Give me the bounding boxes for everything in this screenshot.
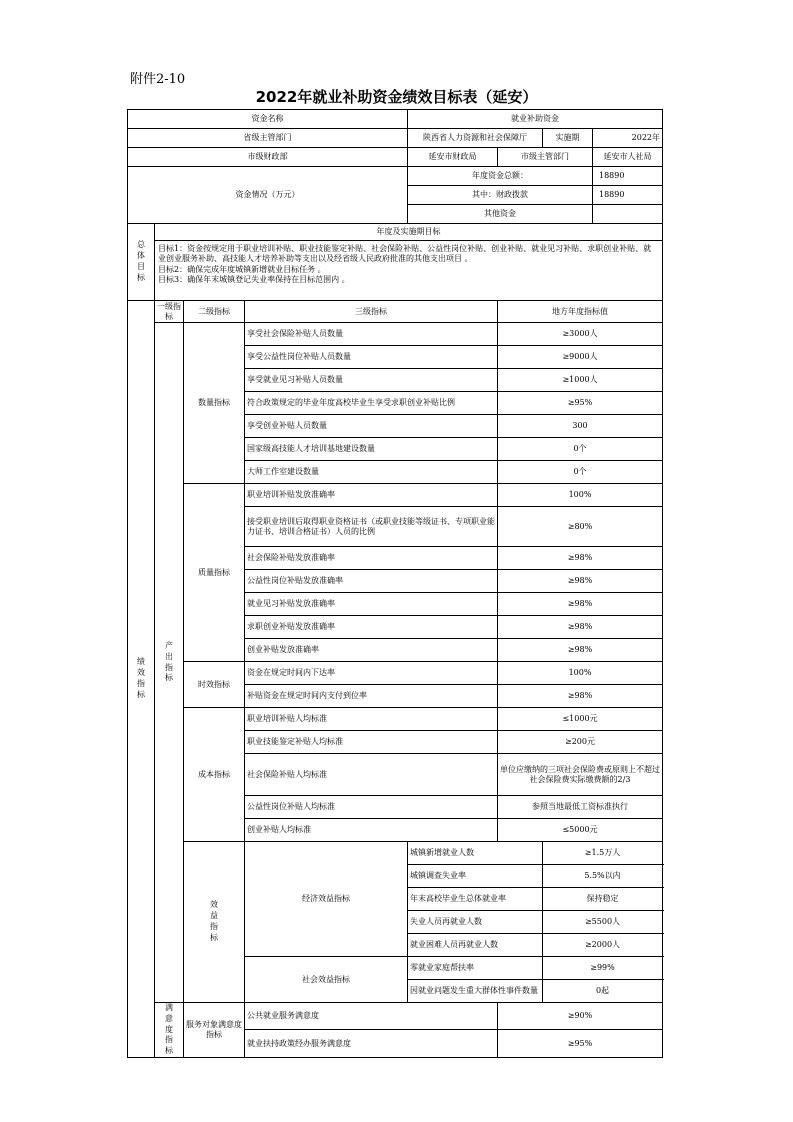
- level3-indicator: 零就业家庭帮扶率: [408, 957, 543, 980]
- indicator-value: ≥2000人: [543, 934, 663, 957]
- level3-indicator: 城镇新增就业人数: [408, 842, 543, 865]
- indicator-value: ≥95%: [498, 392, 663, 415]
- indicator-value: 300: [498, 415, 663, 438]
- indicator-value: ≥200元: [498, 731, 663, 754]
- level2-economic: 经济效益指标: [245, 842, 408, 957]
- table-row: [128, 484, 663, 507]
- level3-indicator: 求职创业补贴发放准确率: [245, 616, 498, 639]
- fund-situation-label: 资金情况（万元）: [128, 167, 408, 224]
- table-row: [128, 323, 663, 346]
- indicator-value: ≥90%: [498, 1003, 663, 1030]
- indicator-value: ≥98%: [498, 639, 663, 662]
- header-level1: [155, 301, 184, 323]
- overall-goal-label: [128, 224, 155, 301]
- annual-total-value: 18890: [593, 167, 663, 186]
- header-target-value: 地方年度指标值: [498, 301, 663, 323]
- city-finance-label: 市级财政部: [128, 148, 408, 167]
- level3-indicator: 因就业问题发生重大群体性事件数量: [408, 980, 543, 1003]
- level2-quantity: 数量指标: [184, 323, 245, 484]
- performance-indicators-text: 绩效指标: [137, 657, 145, 699]
- table-row: [128, 708, 663, 731]
- level3-indicator: 失业人员再就业人数: [408, 911, 543, 934]
- fiscal-label: 其中：财政拨款: [408, 186, 593, 205]
- fund-name-label: 资金名称: [128, 110, 408, 129]
- indicator-value: 0个: [498, 438, 663, 461]
- indicator-value: ≤1000元: [498, 708, 663, 731]
- indicator-value: ≥98%: [498, 616, 663, 639]
- level3-indicator: 符合政策规定的毕业年度高校毕业生享受求职创业补贴比例: [245, 392, 498, 415]
- level1-effect: [184, 842, 245, 1003]
- level1-satisfaction-text: 满意度指标: [165, 1003, 173, 1056]
- indicator-value: ≥95%: [498, 1030, 663, 1058]
- level3-indicator: 享受社会保险补贴人员数量: [245, 323, 498, 346]
- indicator-value: 100%: [498, 484, 663, 507]
- province-dept-label: 省级主管部门: [128, 129, 408, 148]
- indicator-value: ≥1.5万人: [543, 842, 663, 865]
- period-label: 实施期: [543, 129, 593, 148]
- other-funds-value: [593, 205, 663, 224]
- level3-indicator: 享受公益性岗位补贴人员数量: [245, 346, 498, 369]
- level2-service: 服务对象满意度指标: [184, 1003, 245, 1058]
- header-level2: 二级指标: [184, 301, 245, 323]
- indicator-value: ≥98%: [498, 547, 663, 570]
- level3-indicator: 职业培训补贴发放准确率: [245, 484, 498, 507]
- level3-indicator: 享受就业见习补贴人员数量: [245, 369, 498, 392]
- province-dept-value: 陕西省人力资源和社会保障厅: [408, 129, 543, 148]
- indicator-value: 100%: [498, 662, 663, 685]
- level3-indicator: 社会保险补贴人均标准: [245, 754, 498, 796]
- level3-indicator: 就业扶持政策经办服务满意度: [245, 1030, 498, 1058]
- indicator-value: ≥1000人: [498, 369, 663, 392]
- indicator-value: ≥9000人: [498, 346, 663, 369]
- other-funds-label: 其他资金: [408, 205, 593, 224]
- indicator-value: ≥98%: [498, 570, 663, 593]
- performance-target-table: [127, 109, 663, 1058]
- goal-header: 年度及实施期目标: [155, 224, 663, 241]
- indicator-value: 保持稳定: [543, 888, 663, 911]
- indicator-value: ≥98%: [498, 593, 663, 616]
- period-value: 2022年: [593, 129, 663, 148]
- level1-satisfaction: [155, 1003, 184, 1058]
- indicator-value: 参照当地最低工资标准执行: [498, 796, 663, 819]
- header-level3: 三级指标: [245, 301, 498, 323]
- level3-indicator: 创业补贴发放准确率: [245, 639, 498, 662]
- level3-indicator: 接受职业培训后取得职业资格证书（或职业技能等级证书、专项职业能力证书、培训合格证书）人员的比例: [245, 507, 498, 547]
- level2-timeliness: 时效指标: [184, 662, 245, 708]
- page-title: 2022年就业补助资金绩效目标表（延安）: [255, 88, 538, 106]
- indicator-value: ≥80%: [498, 507, 663, 547]
- table-row: [128, 662, 663, 685]
- level2-quality: 质量指标: [184, 484, 245, 662]
- level3-indicator: 享受创业补贴人员数量: [245, 415, 498, 438]
- level3-indicator: 公益性岗位补贴发放准确率: [245, 570, 498, 593]
- level1-output: [155, 323, 184, 1003]
- indicator-value: 0起: [543, 980, 663, 1003]
- level3-indicator: 大师工作室建设数量: [245, 461, 498, 484]
- header-level1-text: 一级指标: [157, 301, 181, 321]
- level1-output-text: 产出指标: [165, 640, 173, 683]
- level3-indicator: 补贴资金在规定时间内支付到位率: [245, 685, 498, 708]
- indicator-value: ≥5500人: [543, 911, 663, 934]
- level3-indicator: 社会保险补贴发放准确率: [245, 547, 498, 570]
- level3-indicator: 职业技能鉴定补贴人均标准: [245, 731, 498, 754]
- annual-total-label: 年度资金总额：: [408, 167, 593, 186]
- level2-social: 社会效益指标: [245, 957, 408, 1003]
- level3-indicator: 资金在规定时间内下达率: [245, 662, 498, 685]
- level3-indicator: 就业困难人员再就业人数: [408, 934, 543, 957]
- level3-indicator: 城镇调查失业率: [408, 865, 543, 888]
- table-row: [128, 842, 663, 865]
- level3-indicator: 就业见习补贴发放准确率: [245, 593, 498, 616]
- level3-indicator: 年末高校毕业生总体就业率: [408, 888, 543, 911]
- overall-goal-text: 总体目标: [137, 240, 145, 282]
- level3-indicator: 公共就业服务满意度: [245, 1003, 498, 1030]
- level3-indicator: 职业培训补贴人均标准: [245, 708, 498, 731]
- table-row: [128, 1003, 663, 1030]
- indicator-value: 0个: [498, 461, 663, 484]
- level2-cost: 成本指标: [184, 708, 245, 842]
- indicator-value: 单位应缴纳的三项社会保险费或原则上不超过社会保险费实际缴费额的2/3: [498, 754, 663, 796]
- level1-effect-text: 效益指标: [210, 900, 218, 942]
- indicator-value: ≥99%: [543, 957, 663, 980]
- city-dept-value: 延安市人社局: [593, 148, 663, 167]
- level3-indicator: 国家级高技能人才培训基地建设数量: [245, 438, 498, 461]
- level3-indicator: 创业补贴人均标准: [245, 819, 498, 842]
- fiscal-value: 18890: [593, 186, 663, 205]
- indicator-value: ≥3000人: [498, 323, 663, 346]
- performance-indicators-label: [128, 301, 155, 1058]
- level3-indicator: 公益性岗位补贴人均标准: [245, 796, 498, 819]
- attachment-number: 附件2-10: [130, 72, 186, 87]
- indicator-value: 5.5%以内: [543, 865, 663, 888]
- goal-text: 目标1：资金按规定用于职业培训补贴、职业技能鉴定补贴、社会保险补贴、公益性岗位补贴、创业补贴、就业见习补贴、求职创业补贴、就业创业服务补助、高技能人才培养补助等支出以及经省级人民政府批准的其他支出项目 。 目标2：确保完成年度城镇新增就业目标任务 。 目标3：确保年末城镇登记失业率保持在目标范围内 。: [155, 241, 663, 301]
- city-dept-label: 市级主管部门: [498, 148, 593, 167]
- fund-name-value: 就业补助资金: [408, 110, 663, 129]
- indicator-value: ≤5000元: [498, 819, 663, 842]
- city-finance-value: 延安市财政局: [408, 148, 498, 167]
- indicator-value: ≥98%: [498, 685, 663, 708]
